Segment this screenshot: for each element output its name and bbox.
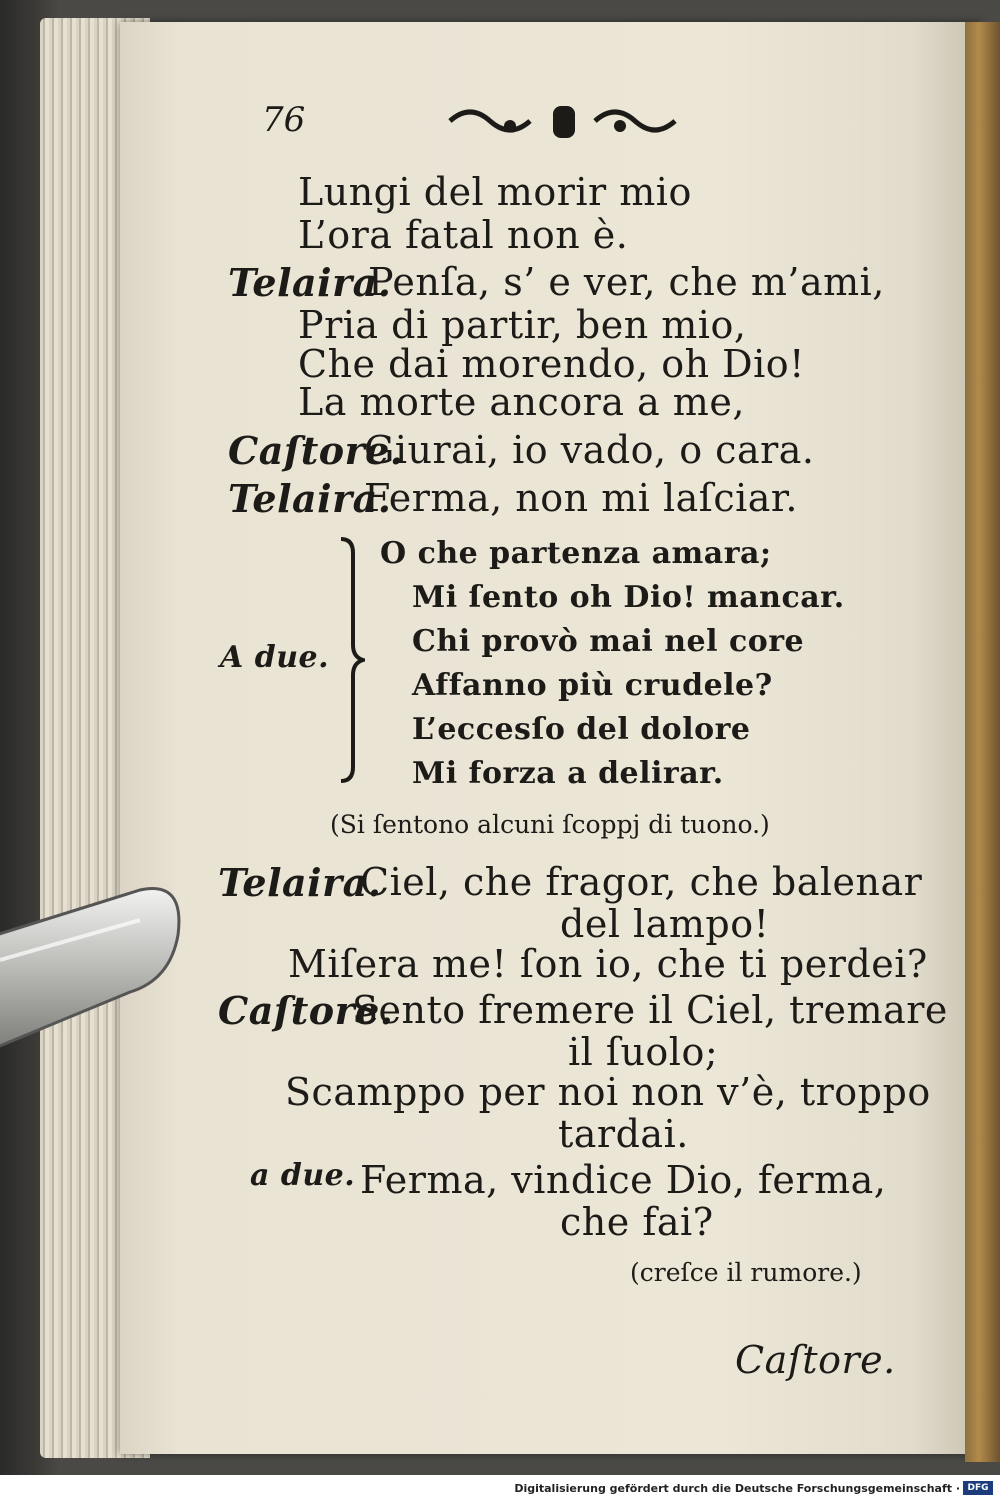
verse-line: Miſera me! ſon io, che ti perdei? [288, 942, 928, 986]
book-gutter [965, 22, 1000, 1462]
footer-text: Digitalisierung gefördert durch die Deutsche Forschungsgemeinschaft · [514, 1482, 960, 1495]
page-clip [0, 880, 190, 1060]
dfg-logo: DFG [963, 1481, 993, 1495]
ornament-icon [445, 96, 685, 146]
verse-line: Giurai, io vado, o cara. [364, 428, 815, 472]
verse-line: Scamppo per noi non v’è, troppo [285, 1070, 931, 1114]
duet-line: L’eccesſo del dolore [412, 712, 751, 747]
verse-continuation: tardai. [558, 1112, 689, 1156]
speaker-name: Telaira. [228, 476, 392, 521]
verse-line: Ferma, vindice Dio, ferma, [360, 1158, 887, 1202]
duet-line: Affanno più crudele? [412, 668, 773, 703]
verse-line: La morte ancora a me, [298, 380, 745, 424]
speaker-name: Telaira. [228, 260, 392, 305]
verse-continuation: il ſuolo; [568, 1030, 719, 1074]
stage-direction: (creſce il rumore.) [630, 1258, 862, 1287]
verse-line: Ciel, che fragor, che balenar [360, 860, 923, 904]
verse-line: Pria di partir, ben mio, [298, 303, 747, 347]
page-number: 76 [262, 100, 306, 140]
verse-continuation: del lampo! [560, 902, 770, 946]
speaker-name: Caſtore. [228, 428, 404, 473]
verse-line: L’ora fatal non è. [298, 213, 629, 257]
speaker-name: Telaira. [218, 860, 382, 905]
stage-direction: (Si ſentono alcuni ſcoppj di tuono.) [330, 810, 770, 839]
verse-line: Sento fremere il Ciel, tremare [352, 988, 948, 1032]
verse-line: Penſa, s’ e ver, che m’ami, [368, 260, 885, 304]
verse-line: Ferma, non mi laſciar. [364, 476, 798, 520]
verse-line: Lungi del morir mio [298, 170, 692, 214]
speaker-name: Caſtore. [218, 988, 394, 1033]
speaker-name: a due. [250, 1158, 356, 1193]
duet-line: O che partenza amara; [380, 536, 772, 571]
speaker-name: A due. [220, 640, 330, 675]
duet-line: Mi ſento oh Dio! mancar. [412, 580, 845, 615]
duet-line: Chi provò mai nel core [412, 624, 805, 659]
verse-continuation: che fai? [560, 1200, 714, 1244]
duet-line: Mi forza a delirar. [412, 756, 724, 791]
brace-icon [335, 535, 365, 785]
catchword: Caſtore. [735, 1338, 896, 1382]
verse-line: Che dai morendo, oh Dio! [298, 342, 805, 386]
